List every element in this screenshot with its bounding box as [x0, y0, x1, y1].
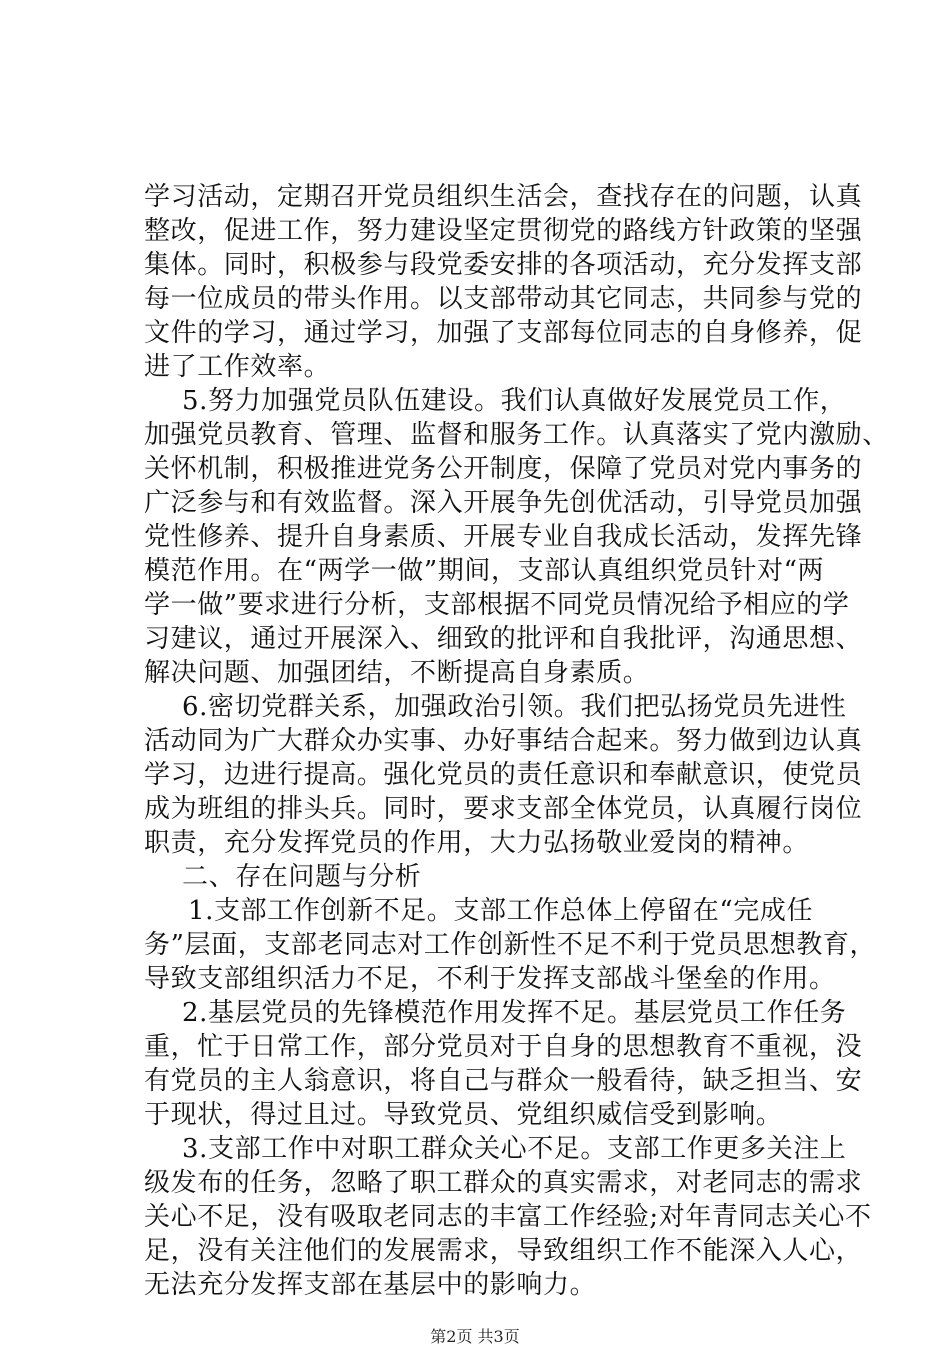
text-line: 加强党员教育、管理、监督和服务工作。认真落实了党内激励、 [144, 420, 889, 450]
text-line: 有党员的主人翁意识，将自己与群众一般看待，缺乏担当、安 [144, 1066, 863, 1096]
text-line: 导致支部组织活力不足，不利于发挥支部战斗堡垒的作用。 [144, 964, 836, 994]
text-line: 关心不足，没有吸取老同志的丰富工作经验;对年青同志关心不 [144, 1202, 872, 1232]
text-line: 模范作用。在“两学一做”期间，支部认真组织党员针对“两 [144, 556, 825, 586]
text-line: 重，忙于日常工作，部分党员对于自身的思想教育不重视，没 [144, 1032, 863, 1062]
text-line: 集体。同时，积极参与段党委安排的各项活动，充分发挥支部 [144, 250, 863, 280]
paragraph-start: 3.支部工作中对职工群众关心不足。支部工作更多关注上 [182, 1134, 847, 1164]
paragraph-start: 2.基层党员的先锋模范作用发挥不足。基层党员工作任务 [182, 998, 847, 1028]
text-line: 进了工作效率。 [144, 352, 331, 382]
text-line: 党性修养、提升自身素质、开展专业自我成长活动，发挥先锋 [144, 522, 863, 552]
text-line: 整改，促进工作，努力建设坚定贯彻党的路线方针政策的坚强 [144, 216, 863, 246]
text-line: 学习，边进行提高。强化党员的责任意识和奉献意识，使党员 [144, 760, 863, 790]
page-number-footer: 第2页 共3页 [430, 1327, 520, 1346]
text-line: 解决问题、加强团结，不断提高自身素质。 [144, 658, 650, 688]
section-heading: 二、存在问题与分析 [182, 862, 422, 892]
text-line: 级发布的任务，忽略了职工群众的真实需求，对老同志的需求 [144, 1168, 863, 1198]
text-line: 无法充分发挥支部在基层中的影响力。 [144, 1270, 597, 1300]
text-line: 务”层面，支部老同志对工作创新性不足不利于党员思想教育， [144, 930, 877, 960]
text-line: 学习活动，定期召开党员组织生活会，查找存在的问题，认真 [144, 182, 863, 212]
text-line: 文件的学习，通过学习，加强了支部每位同志的自身修养，促 [144, 318, 863, 348]
paragraph-start: 5.努力加强党员队伍建设。我们认真做好发展党员工作， [182, 386, 847, 416]
text-line: 每一位成员的带头作用。以支部带动其它同志，共同参与党的 [144, 284, 863, 314]
text-line: 于现状，得过且过。导致党员、党组织威信受到影响。 [144, 1100, 783, 1130]
paragraph-start: 6.密切党群关系，加强政治引领。我们把弘扬党员先进性 [182, 692, 847, 722]
text-line: 关怀机制，积极推进党务公开制度，保障了党员对党内事务的 [144, 454, 863, 484]
text-line: 职责，充分发挥党员的作用，大力弘扬敬业爱岗的精神。 [144, 828, 810, 858]
text-line: 学一做”要求进行分析，支部根据不同党员情况给予相应的学 [144, 590, 850, 620]
paragraph-start: 1.支部工作创新不足。支部工作总体上停留在“完成任 [188, 896, 814, 926]
text-line: 活动同为广大群众办实事、办好事结合起来。努力做到边认真 [144, 726, 863, 756]
text-line: 成为班组的排头兵。同时，要求支部全体党员，认真履行岗位 [144, 794, 863, 824]
text-line: 习建议，通过开展深入、细致的批评和自我批评，沟通思想、 [144, 624, 863, 654]
text-line: 广泛参与和有效监督。深入开展争先创优活动，引导党员加强 [144, 488, 863, 518]
text-line: 足，没有关注他们的发展需求，导致组织工作不能深入人心， [144, 1236, 863, 1266]
